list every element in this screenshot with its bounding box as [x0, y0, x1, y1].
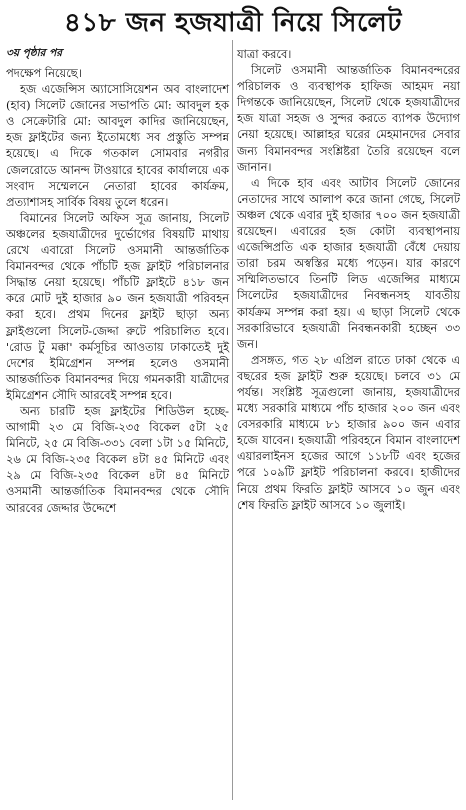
headline: ৪১৮ জন হজযাত্রী নিয়ে সিলেট: [64, 8, 402, 38]
right-column: [237, 46, 460, 516]
paragraph: এ দিকে হাব এবং আটাব সিলেট জোনের নেতাদের সাথে আলাপ করে জানা গেছে, সিলেট অঞ্চল থেকে এবার দুই হাজার ৭০০ জন হজযাত্রী রয়েছেন। এবারের হজ কোটা ব্যবস্থাপনায় এজেন্সিপ্রতি এক হাজার হজযাত্রী বেঁধে দেয়ায় তারা চরম অস্বস্তির মধ্যে পড়েন। যার কারণে সম্মিলিতভাবে তিনটি লিড এজেন্সির মাধ্যমে সিলেটের হজযাত্রীদের নিবন্ধনসহ যাবতীয় কার্যক্রম সম্পন্ন করা হয়। এ ছাড়া সিলেট থেকে সরকারিভাবে হজযাত্রী নিবন্ধনকারী হচ্ছেন ৩৩ জন।: [237, 175, 460, 351]
article-columns: [6, 46, 460, 516]
paragraph: যাত্রা করবে।: [237, 47, 292, 61]
column-divider: [232, 40, 233, 800]
continued-from-label: ৩য় পৃষ্ঠার পর: [6, 47, 63, 59]
paragraph: বিমানের সিলেট অফিস সূত্র জানায়, সিলেট অঞ্চলের হজযাত্রীদের দুর্ভোগের বিষয়টি মাথায় রেখে এবারো সিলেট ওসমানী আন্তর্জাতিক বিমানবন্দর থেকে পাঁচটি হজ ফ্লাইট পরিচালনার সিদ্ধান্ত নেয়া হয়েছে। পাঁচটি ফ্লাইটে ৪১৮ জন করে মোট দুই হাজার ৯০ জন হজযাত্রী পরিবহন করা হবে। প্রথম দিনের ফ্লাইট ছাড়া অন্য ফ্লাইগুলো সিলেট-জেদ্দা রুটে পরিচালিত হবে। 'রোড টু মক্কা' কর্মসূচির আওতায় ঢাকাতেই দুই দেশের ইমিগ্রেশন সম্পন্ন হলেও ওসমানী আন্তর্জাতিক বিমানবন্দর দিয়ে গমনকারী যাত্রীদের ইমিগ্রেশন সৌদি আরবেই সম্পন্ন হবে।: [6, 210, 229, 402]
paragraph: অন্য চারটি হজ ফ্লাইটের শিডিউল হচ্ছে- আগামী ২৩ মে বিজি-২৩৫ বিকেল ৫টা ২৫ মিনিটে, ২৫ মে বিজি-৩৩১ বেলা ১টা ১৫ মিনিটে, ২৬ মে বিজি-২৩৫ বিকেল ৪টা ৪৫ মিনিটে এবং ২৯ মে বিজি-২৩৫ বিকেল ৪টা ৪৫ মিনিটে ওসমানী আন্তর্জাতিক বিমানবন্দর থেকে সৌদি আরবের জেদ্দার উদ্দেশে: [6, 403, 229, 515]
paragraph: সিলেট ওসমানী আন্তর্জাতিক বিমানবন্দরের পরিচালক ও ব্যবস্থাপক হাফিজ আহমদ নয়া দিগন্তকে জানিয়েছেন, সিলেট থেকে হজযাত্রীদের হজ যাত্রা সহজ ও সুন্দর করতে ব্যাপক উদ্যোগ নেয়া হয়েছে। আল্লাহর ঘরের মেহমানদের সেবার জন্য বিমানবন্দর সংশ্লিষ্টরা তৈরি রয়েছেন বলে জানান।: [237, 63, 460, 174]
paragraph: পদক্ষেপ নিয়েছে।: [6, 66, 82, 80]
left-column: [6, 46, 229, 516]
paragraph: প্রসঙ্গত, গত ২৮ এপ্রিল রাতে ঢাকা থেকে এ বছরের হজ ফ্লাইট শুরু হয়েছে। চলবে ৩১ মে পর্যন্ত। সংশ্লিষ্ট সূত্রগুলো জানায়, হজযাত্রীদের মধ্যে সরকারি মাধ্যমে পাঁচ হাজার ২০০ জন এবং বেসরকারি মাধ্যমে ৮১ হাজার ৯০০ জন এবার হজে যাবেন। হজযাত্রী পরিবহনে বিমান বাংলাদেশ এয়ারলাইনস হজের আগে ১১৮টি এবং হজের পরে ১০৯টি ফ্লাইট পরিচালনা করবে। হাজীদের নিয়ে প্রথম ফিরতি ফ্লাইট আসবে ১০ জুন এবং শেষ ফিরতি ফ্লাইট আসবে ১০ জুলাই।: [237, 352, 460, 512]
paragraph: হজ এজেন্সিস অ্যাসোসিয়েশন অব বাংলাদেশ (হাব) সিলেট জোনের সভাপতি মো: আবদুল হক ও সেক্রেটারি মো: আবদুল কাদির জানিয়েছেন, হজ ফ্লাইটের জন্য ইতোমধ্যে সব প্রস্তুতি সম্পন্ন হয়েছে। এ দিকে গতকাল সোমবার নগরীর জেলরোডে আনন্দ টাওয়ারে হাবের কার্যালয়ে এক সংবাদ সম্মেলনে নেতারা হাবের কার্যক্রম, প্রত্যাশাসহ সার্বিক বিষয় তুলে ধরেন।: [6, 82, 229, 209]
